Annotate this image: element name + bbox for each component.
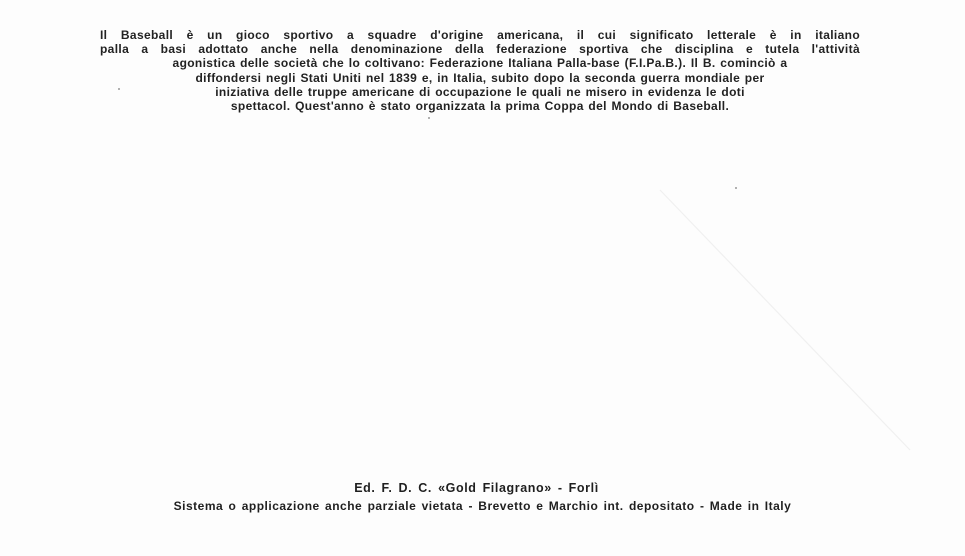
description-line: agonistica delle società che lo coltivano: Federazione Italiana Palla-base (F.I.Pa.B.). Il B. cominciò a (172, 56, 788, 71)
publisher-credit: Ed. F. D. C. «Gold Filagrano» - Forlì (354, 481, 599, 495)
rights-notice: Sistema o applicazione anche parziale vietata - Brevetto e Marchio int. depositato - Made in Italy (173, 499, 792, 513)
description-line: spettacol. Quest'anno è stato organizzata la prima Coppa del Mondo di Baseball. (230, 99, 730, 114)
description-line: iniziativa delle truppe americane di occupazione le quali ne misero in evidenza le doti (215, 84, 745, 99)
print-speck (428, 117, 430, 119)
description-text (100, 28, 860, 113)
description-line: diffondersi negli Stati Uniti nel 1839 e, in Italia, subito dopo la seconda guerra mondiale per (195, 70, 765, 85)
description-line: palla a basi adottato anche nella denominazione della federazione sportiva che disciplina e tutela l'attività (100, 42, 860, 57)
print-speck (735, 187, 737, 189)
description-line: Il Baseball è un gioco sportivo a squadre d'origine americana, il cui significato letterale è in italiano (100, 28, 860, 42)
